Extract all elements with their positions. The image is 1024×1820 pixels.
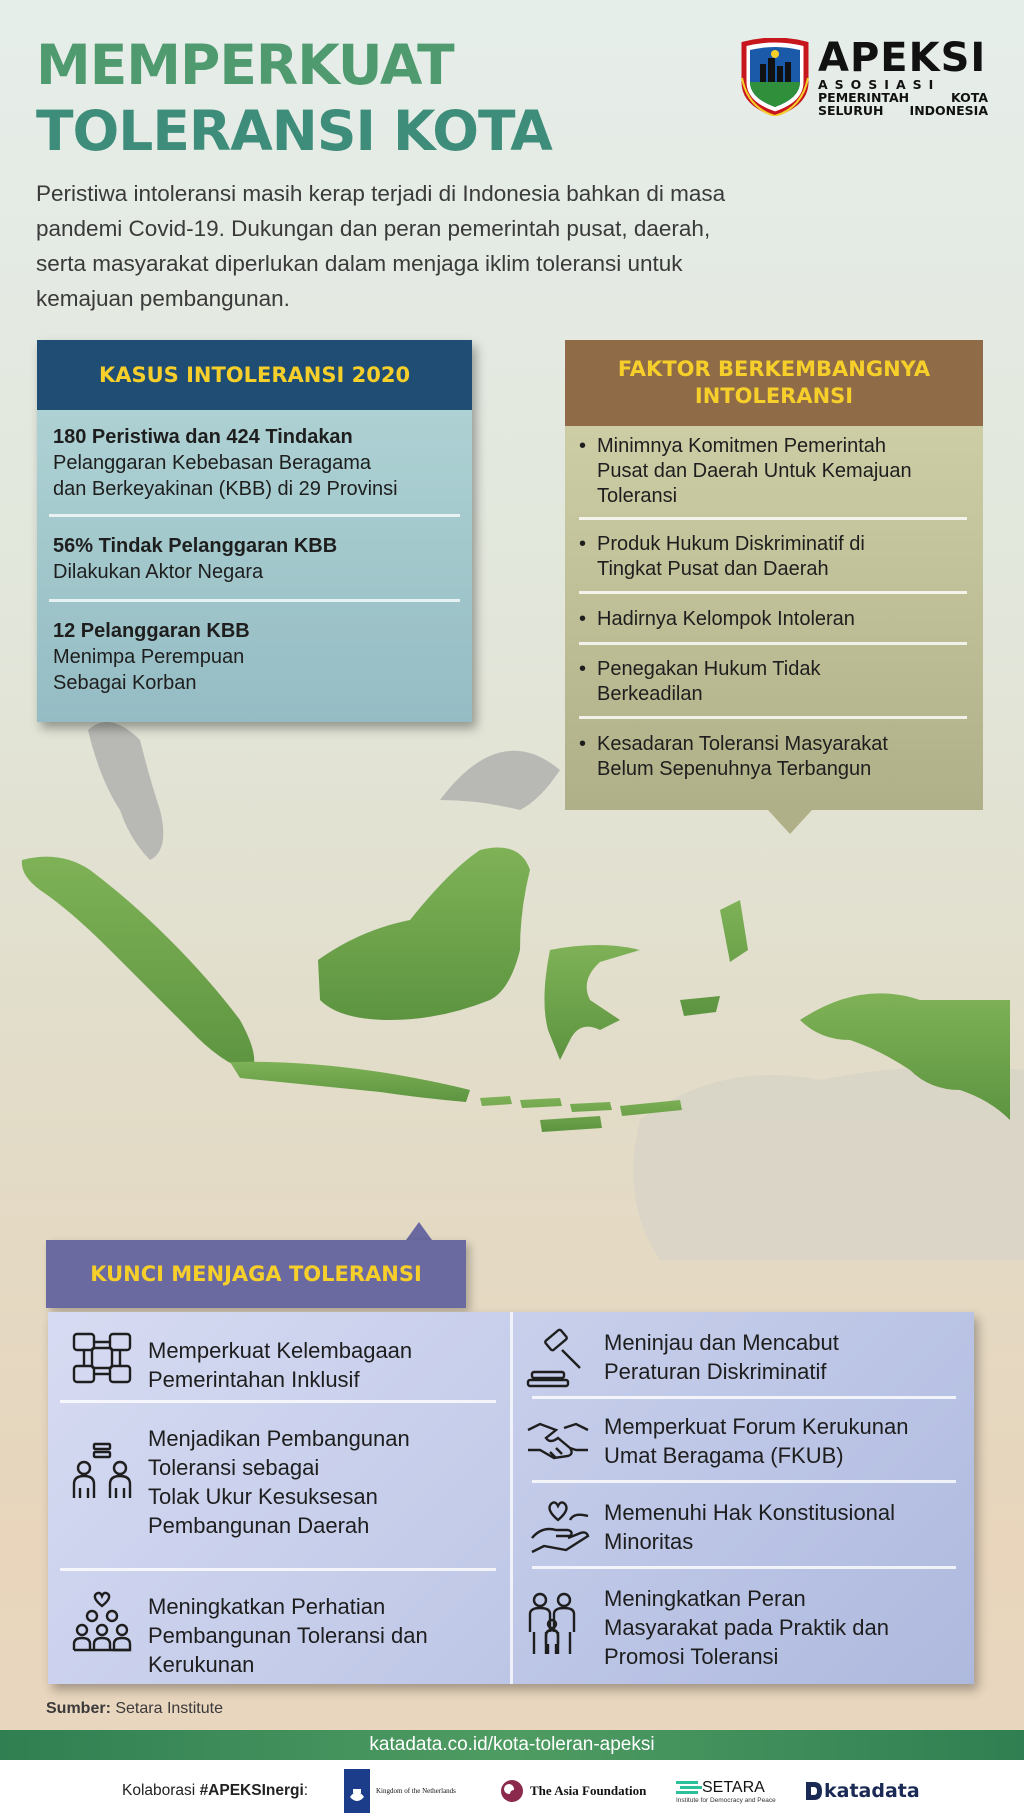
partner-subtitle: Institute for Democracy and Peace <box>676 1796 776 1804</box>
kalimantan-shape <box>318 848 530 1021</box>
kasus-item <box>37 410 472 502</box>
partner-katadata <box>804 1768 920 1814</box>
faktor-item-line: Kesadaran Toleransi Masyarakat <box>597 733 888 755</box>
community-heart-icon <box>70 1584 148 1679</box>
faktor-item <box>565 594 983 632</box>
partner-name: katadata <box>824 1780 920 1802</box>
kasus-item-bold: 56% Tindak Pelanggaran KBB <box>53 535 338 557</box>
faktor-item <box>565 719 983 782</box>
kunci-item-line: Peraturan Diskriminatif <box>604 1359 827 1384</box>
kasus-item-line: Dilakukan Aktor Negara <box>53 561 264 583</box>
logo-name: APEKSI <box>818 35 987 81</box>
malay-peninsula-shape <box>88 722 163 860</box>
kunci-item <box>70 1584 500 1679</box>
partner-setara <box>676 1768 776 1814</box>
kunci-item-line: Memperkuat Kelembagaan <box>148 1338 413 1363</box>
kunci-item-line: Menjadikan Pembangunan <box>148 1426 410 1451</box>
sumatra-shape <box>22 857 254 1072</box>
kunci-item-line: Umat Beragama (FKUB) <box>604 1443 844 1468</box>
gavel-icon <box>526 1328 604 1386</box>
faktor-item-line: Minimnya Komitmen Pemerintah <box>597 435 886 457</box>
kunci-item-line: Toleransi sebagai <box>148 1455 320 1480</box>
apeksi-logo <box>738 36 998 118</box>
java-shape <box>230 1062 470 1102</box>
faktor-item-line: Hadirnya Kelompok Intoleran <box>597 608 855 630</box>
kunci-item-line: Tolak Ukur Kesuksesan <box>148 1484 378 1509</box>
kunci-item-line: Meninjau dan Mencabut <box>604 1330 839 1355</box>
partner-asia-foundation <box>500 1768 646 1814</box>
kunci-item-line: Minoritas <box>604 1529 694 1554</box>
kunci-divider <box>532 1396 956 1399</box>
colab-text: Kolaborasi <box>122 1782 196 1799</box>
collaboration-label <box>122 1782 308 1800</box>
title-line-1: MEMPERKUAT <box>36 33 454 97</box>
faktor-intoleransi-card <box>565 340 983 810</box>
kasus-intoleransi-card <box>37 340 472 722</box>
kasus-item-line: Pelanggaran Kebebasan Beragama <box>53 452 372 474</box>
faktor-item-line: Toleransi <box>597 485 678 507</box>
partner-netherlands <box>344 1768 456 1814</box>
kunci-item-line: Pemerintahan Inklusif <box>148 1367 360 1392</box>
partner-name: Kingdom of the Netherlands <box>376 1787 456 1795</box>
logo-sub-line-2: PEMERINTAH KOTA <box>818 90 988 105</box>
family-icon <box>526 1584 604 1671</box>
australia-shape <box>633 1067 1024 1260</box>
sulawesi-shape <box>544 945 640 1060</box>
bullet: • <box>579 733 587 755</box>
kasus-item-bold: 12 Pelanggaran KBB <box>53 620 250 642</box>
bullet: • <box>579 435 587 457</box>
logo-sub-line-1: ASOSIASI <box>818 77 941 92</box>
source-label: Sumber: <box>46 1700 111 1717</box>
setara-logo-icon <box>676 1780 702 1796</box>
bullet: • <box>579 533 587 555</box>
faktor-card-title <box>565 340 983 426</box>
kunci-item-line: Masyarakat pada Praktik dan <box>604 1615 889 1640</box>
kunci-divider <box>60 1400 496 1403</box>
north-borneo-shape <box>440 751 560 810</box>
faktor-item-line: Produk Hukum Diskriminatif di <box>597 533 865 555</box>
partner-name: SETARA <box>702 1778 765 1796</box>
netherlands-crest-icon <box>344 1769 370 1813</box>
faktor-item-line: Pusat dan Daerah Untuk Kemajuan <box>597 460 912 482</box>
kunci-divider <box>60 1568 496 1571</box>
bullet: • <box>579 658 587 680</box>
asia-foundation-logo-icon <box>500 1779 524 1803</box>
kasus-item <box>37 517 472 585</box>
kunci-item <box>526 1328 966 1386</box>
bullet: • <box>579 608 587 630</box>
katadata-logo-icon <box>804 1780 824 1802</box>
faktor-item <box>565 520 983 582</box>
kunci-item-line: Memperkuat Forum Kerukunan <box>604 1414 909 1439</box>
page-title <box>36 32 676 164</box>
colab-hashtag: #APEKSInergi <box>199 1782 304 1799</box>
faktor-item <box>565 645 983 707</box>
apeksi-emblem-icon <box>738 38 812 116</box>
footer <box>0 1760 1024 1820</box>
handshake-icon <box>526 1412 604 1470</box>
title-line-2: TOLERANSI KOTA <box>36 99 552 163</box>
faktor-title-line-1: FAKTOR BERKEMBANGNYA <box>617 357 931 381</box>
kasus-item-line: dan Berkeyakinan (KBB) di 29 Provinsi <box>53 478 398 500</box>
faktor-pointer <box>768 810 812 834</box>
kunci-item-line: Kerukunan <box>148 1652 255 1677</box>
kunci-item-line: Promosi Toleransi <box>604 1644 779 1669</box>
colab-colon: : <box>303 1782 309 1799</box>
kunci-item-line: Meningkatkan Peran <box>604 1586 806 1611</box>
kunci-item-line: Memenuhi Hak Konstitusional <box>604 1500 896 1525</box>
source-value: Setara Institute <box>115 1700 223 1717</box>
kasus-item <box>37 602 472 696</box>
faktor-title-line-2: INTOLERANSI <box>694 384 854 408</box>
kasus-item-line: Menimpa Perempuan <box>53 646 245 668</box>
partner-name: The Asia Foundation <box>530 1783 647 1798</box>
kunci-item <box>70 1416 500 1540</box>
people-meeting-icon <box>70 1416 148 1540</box>
faktor-item <box>565 426 983 509</box>
faktor-item-line: Belum Sepenuhnya Terbangun <box>597 758 872 780</box>
kunci-menjaga-toleransi-box <box>48 1312 974 1684</box>
maluku-shape <box>680 900 748 1016</box>
kunci-item <box>70 1328 500 1394</box>
logo-subtitle <box>818 78 988 117</box>
kunci-pointer <box>406 1222 432 1240</box>
kunci-item-line: Meningkatkan Perhatian <box>148 1594 386 1619</box>
kasus-card-title: KASUS INTOLERANSI 2020 <box>37 340 472 410</box>
source-note <box>46 1700 223 1718</box>
faktor-item-line: Penegakan Hukum Tidak <box>597 658 821 680</box>
logo-sub-line-3: SELURUH INDONESIA <box>818 103 988 118</box>
faktor-item-line: Tingkat Pusat dan Daerah <box>597 558 829 580</box>
kunci-item <box>526 1498 966 1556</box>
source-url-bar[interactable] <box>0 1730 1024 1760</box>
hands-together-icon <box>70 1328 148 1394</box>
kasus-item-line: Sebagai Korban <box>53 672 197 694</box>
hand-heart-icon <box>526 1498 604 1556</box>
kunci-column-divider <box>510 1312 513 1684</box>
kunci-divider <box>532 1480 956 1483</box>
kunci-divider <box>532 1566 956 1569</box>
kunci-item-line: Pembangunan Toleransi dan <box>148 1623 428 1648</box>
source-url[interactable]: katadata.co.id/kota-toleran-apeksi <box>369 1734 655 1755</box>
faktor-item-line: Berkeadilan <box>597 683 703 705</box>
kunci-item <box>526 1584 966 1671</box>
kunci-item-line: Pembangunan Daerah <box>148 1513 370 1538</box>
intro-paragraph: Peristiwa intoleransi masih kerap terjadi di Indonesia bahkan di masa pandemi Covid-19. Dukungan dan peran pemerintah pusat, daerah, serta masyarakat diperlukan dalam menjaga iklim toleransi untuk kemajuan pembangunan. <box>36 181 726 311</box>
kasus-item-bold: 180 Peristiwa dan 424 Tindakan <box>53 426 353 448</box>
kunci-item <box>526 1412 966 1470</box>
kunci-section-title: KUNCI MENJAGA TOLERANSI <box>46 1240 466 1308</box>
